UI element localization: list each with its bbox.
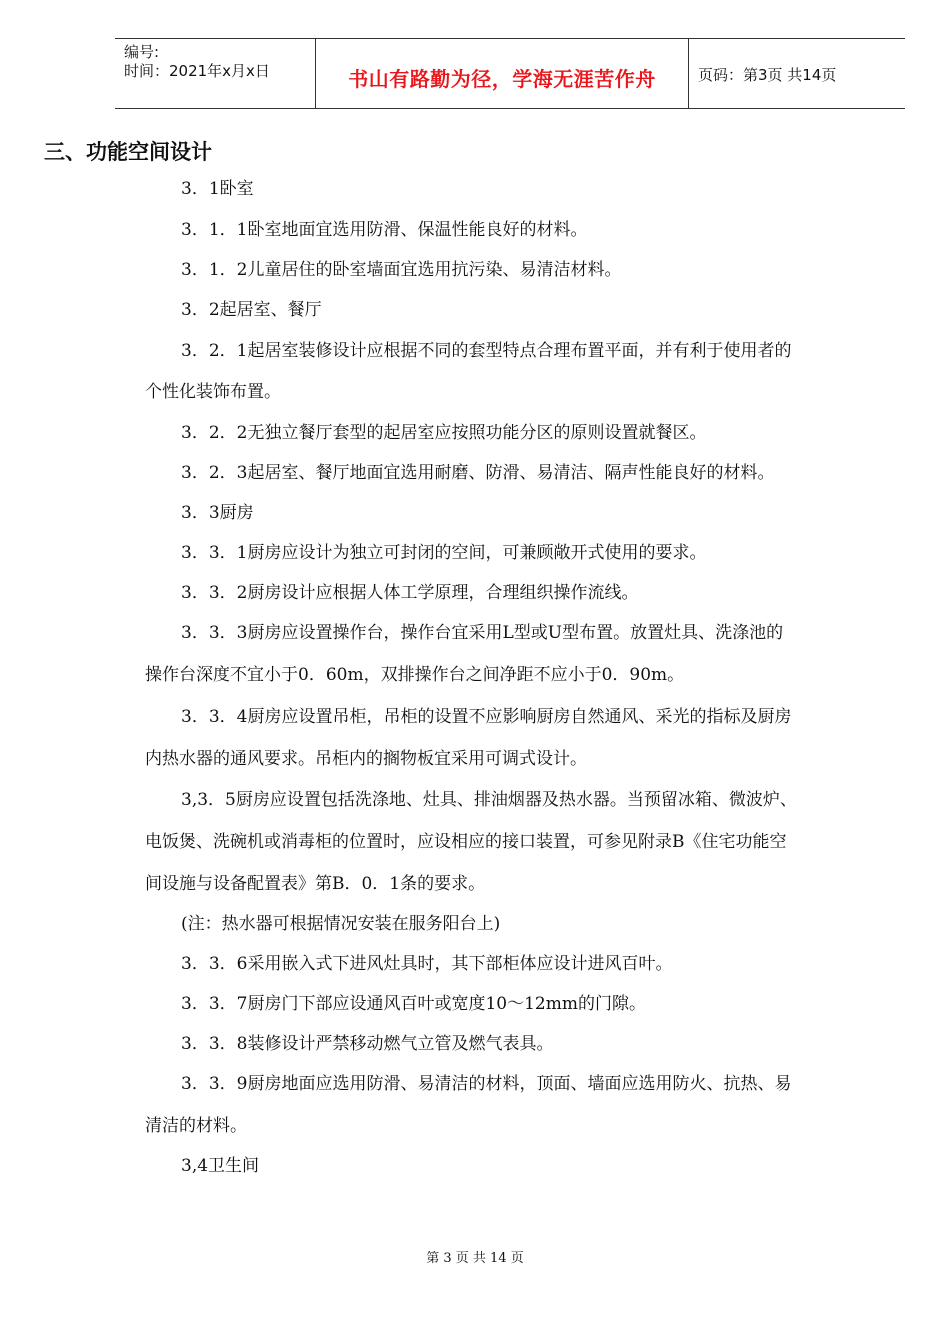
body-line: 操作台深度不宜小于0．60m，双排操作台之间净距不应小于0．90m。 (145, 665, 685, 685)
body-line: 3．3厨房 (181, 503, 254, 523)
body-line: 3．3．9厨房地面应选用防滑、易清洁的材料，顶面、墙面应选用防火、抗热、易 (181, 1074, 792, 1094)
body-line: 3．1．1卧室地面宜选用防滑、保温性能良好的材料。 (181, 220, 588, 240)
body-line: 3．2．2无独立餐厅套型的起居室应按照功能分区的原则设置就餐区。 (181, 423, 707, 443)
body-line: (注：热水器可根据情况安装在服务阳台上) (181, 914, 501, 934)
body-line: 3．3．7厨房门下部应设通风百叶或宽度10～12mm的门隙。 (181, 994, 646, 1014)
header-page-cell (689, 39, 905, 108)
section-heading: 三、功能空间设计 (44, 140, 212, 164)
header-page-info: 页码：第3页 共14页 (698, 66, 837, 84)
motto-text: 书山有路勤为径，学海无涯苦作舟 (348, 67, 656, 91)
body-line: 3．2起居室、餐厅 (181, 300, 322, 320)
body-line: 3．1．2儿童居住的卧室墙面宜选用抗污染、易清洁材料。 (181, 260, 622, 280)
body-line: 3．2．3起居室、餐厅地面宜选用耐磨、防滑、易清洁、隔声性能良好的材料。 (181, 463, 775, 483)
body-line: 3．3．2厨房设计应根据人体工学原理，合理组织操作流线。 (181, 583, 639, 603)
header-meta-cell (115, 39, 316, 108)
document-number-label: 编号: (124, 43, 160, 61)
body-line: 电饭煲、洗碗机或消毒柜的位置时，应设相应的接口装置，可参见附录B《住宅功能空 (145, 832, 787, 852)
body-line: 清洁的材料。 (145, 1116, 247, 1136)
header-motto-cell (316, 39, 689, 108)
body-line: 3．3．6采用嵌入式下进风灶具时，其下部柜体应设计进风百叶。 (181, 954, 673, 974)
body-line: 3．2．1起居室装修设计应根据不同的套型特点合理布置平面，并有利于使用者的 (181, 341, 792, 361)
body-line: 3．1卧室 (181, 179, 254, 199)
page-footer: 第 3 页 共 14 页 (426, 1251, 524, 1266)
body-line: 3．3．1厨房应设计为独立可封闭的空间，可兼顾敞开式使用的要求。 (181, 543, 707, 563)
document-header (115, 38, 905, 109)
body-line: 3．3．4厨房应设置吊柜，吊柜的设置不应影响厨房自然通风、采光的指标及厨房 (181, 707, 792, 727)
body-line: 3,3．5厨房应设置包括洗涤地、灶具、排油烟器及热水器。当预留冰箱、微波炉、 (181, 790, 797, 810)
body-line: 个性化装饰布置。 (145, 382, 281, 402)
body-line: 3．3．8装修设计严禁移动燃气立管及燃气表具。 (181, 1034, 554, 1054)
body-line: 内热水器的通风要求。吊柜内的搁物板宜采用可调式设计。 (145, 749, 587, 769)
body-line: 3．3．3厨房应设置操作台，操作台宜采用L型或U型布置。放置灶具、洗涤池的 (181, 623, 784, 643)
body-line: 间设施与设备配置表》第B．0．1条的要求。 (145, 874, 486, 894)
document-time-label: 时间：2021年x月x日 (124, 62, 270, 80)
body-line: 3,4卫生间 (181, 1156, 260, 1176)
